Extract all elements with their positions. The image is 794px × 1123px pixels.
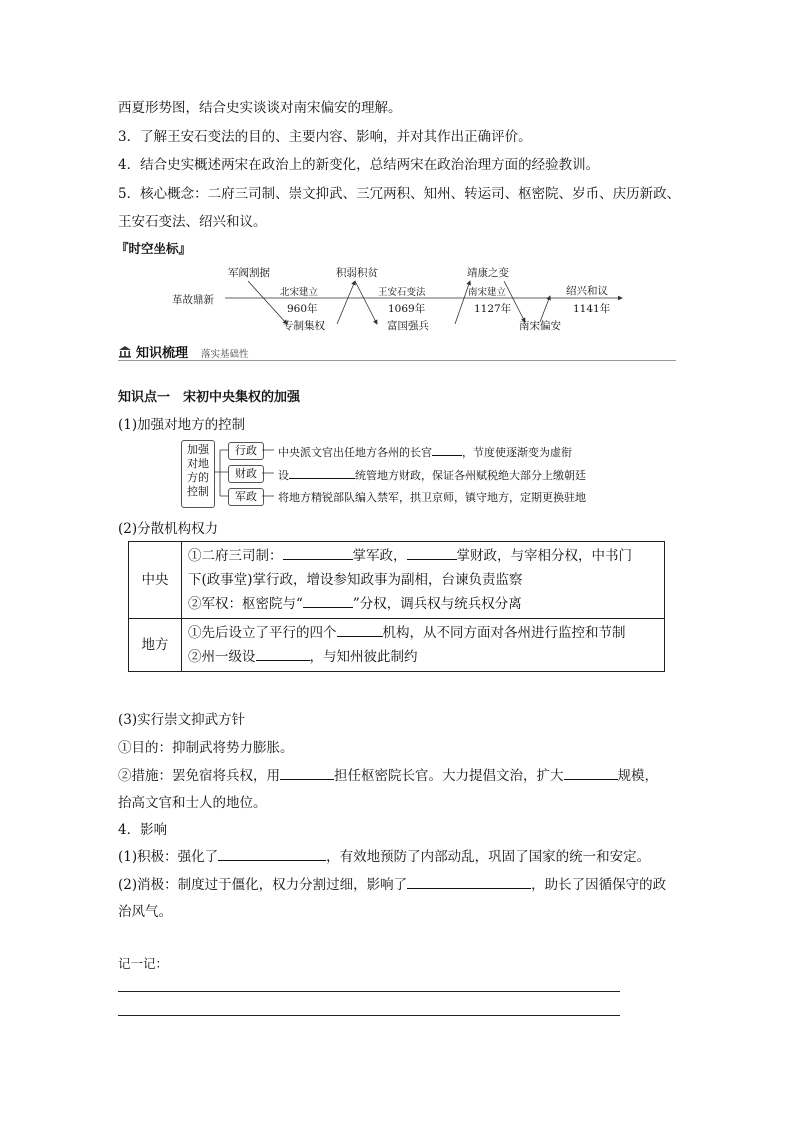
note-write-line-2[interactable] (118, 1015, 620, 1016)
blank-finance[interactable] (289, 466, 355, 479)
timeline-below-2: 富国强兵 (387, 320, 429, 332)
timeline-below-1: 专制集权 (283, 320, 325, 332)
blank-measure-2[interactable] (564, 767, 618, 780)
timeline-event-3: 南宋建立 (468, 287, 507, 298)
timeline-above-3: 靖康之变 (467, 267, 509, 279)
kp1-section-4: 4．影响 (118, 822, 168, 838)
kp1-negative-1: (2)消极：制度过于僵化，权力分割过细，影响了 ，助长了因循保守的政 (118, 877, 667, 893)
timeline-event-2: 王安石变法 (378, 287, 426, 298)
kp1-sub3: (3)实行崇文抑武方针 (118, 712, 246, 728)
section-title: 知识梳理 (136, 346, 189, 361)
timeline-start: 革故鼎新 (172, 294, 214, 306)
kp1-sub1: (1)加强对地方的控制 (118, 417, 246, 433)
blank-negative[interactable] (407, 876, 531, 889)
branch-admin-text: 中央派文官出任地方各州的长官 ，节度使逐渐变为虚衔 (278, 443, 572, 460)
intro-line-5: 王安石变法、绍兴和议。 (118, 214, 267, 230)
branch-military-text: 将地方精锐部队编入禁军，拱卫京师，镇守地方，定期更换驻地 (278, 491, 586, 504)
kp1-measure-2: 抬高文官和士人的地位。 (118, 795, 267, 811)
blank-positive[interactable] (218, 848, 326, 861)
blank-central-3[interactable] (303, 595, 353, 608)
blank-central-2[interactable] (407, 547, 457, 560)
local-content: ①先后设立了平行的四个 机构，从不同方面对各州进行监控和节制 ②州一级设 ，与知州彼此制约 (182, 619, 665, 672)
blank-local-2[interactable] (256, 648, 310, 661)
intro-line-4: 5．核心概念：二府三司制、崇文抑武、三冗两积、知州、转运司、枢密院、岁币、庆历新政、 (118, 186, 681, 202)
blank-measure-1[interactable] (280, 767, 334, 780)
kp1-aim: ①目的：抑制武将势力膨胀。 (118, 740, 294, 756)
note-label: 记一记： (118, 956, 169, 971)
local-label: 地方 (129, 619, 182, 672)
control-root-box: 加强对地方的控制 (181, 440, 215, 508)
timeline-above-4: 绍兴和议 (566, 285, 608, 297)
blank-admin[interactable] (432, 443, 462, 456)
timeline-heading: 『时空坐标』 (116, 241, 192, 256)
kp1-negative-2: 治风气。 (118, 904, 172, 920)
kp1-measure-1: ②措施：罢免宿将兵权，用 担任枢密院长官。大力提倡文治，扩大 规模， (118, 768, 658, 784)
blank-local-1[interactable] (337, 624, 383, 637)
kp1-positive: (1)积极：强化了 ，有效地预防了内部动乱，巩固了国家的统一和安定。 (118, 849, 651, 865)
timeline-year-2: 1069年 (388, 303, 426, 315)
timeline-above-2: 积弱积贫 (336, 267, 378, 279)
branch-finance-label: 财政 (228, 465, 264, 483)
central-label: 中央 (129, 542, 182, 619)
kp1-title: 知识点一 宋初中央集权的加强 (118, 390, 301, 405)
section-subtitle: 落实基础性 (201, 349, 249, 360)
intro-line-1: 西夏形势图，结合史实谈谈对南宋偏安的理解。 (118, 100, 402, 116)
timeline-year-3: 1127年 (474, 303, 512, 315)
branch-military-label: 军政 (228, 488, 264, 506)
timeline-event-1: 北宋建立 (280, 287, 319, 298)
timeline-below-3: 南宋偏安 (519, 320, 561, 332)
timeline-year-4: 1141年 (573, 303, 611, 315)
kp1-sub2: (2)分散机构权力 (118, 521, 219, 537)
control-bracket (214, 440, 228, 504)
central-content: ①二府三司制： 掌军政， 掌财政，与宰相分权，中书门 下(政事堂)掌行政，增设参知政事为副相，台谏负责监察 ②军权：枢密院与“ ”分权，调兵权与统兵权分离 (182, 542, 665, 619)
branch-arrows (262, 440, 276, 504)
note-write-line-1[interactable] (118, 991, 620, 992)
table-row (129, 542, 665, 619)
timeline-above-1: 军阀割据 (228, 267, 270, 279)
power-division-table (128, 541, 665, 672)
table-row (129, 619, 665, 672)
intro-line-2: 3．了解王安石变法的目的、主要内容、影响，并对其作出正确评价。 (118, 129, 532, 145)
blank-central-1[interactable] (283, 547, 353, 560)
branch-finance-text: 设 统管地方财政，保证各州赋税绝大部分上缴朝廷 (278, 466, 586, 483)
timeline-year-1: 960年 (287, 303, 318, 315)
intro-line-3: 4．结合史实概述两宋在政治上的新变化，总结两宋在政治治理方面的经验教训。 (118, 157, 600, 173)
branch-admin-label: 行政 (228, 442, 264, 460)
building-icon (118, 345, 132, 358)
